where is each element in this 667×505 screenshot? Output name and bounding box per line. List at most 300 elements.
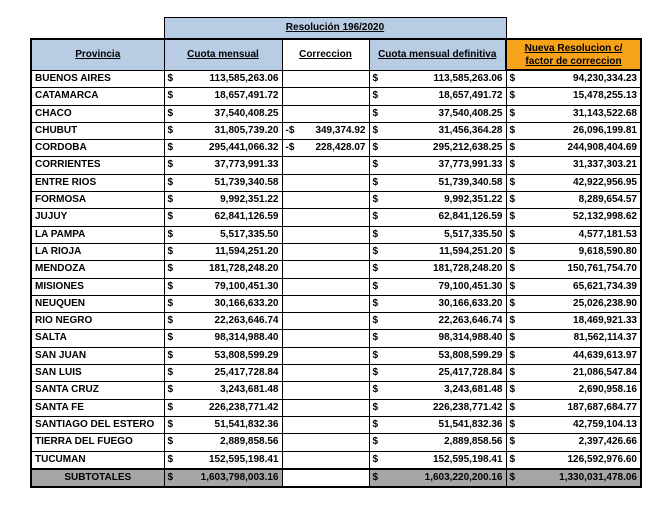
cell-provincia[interactable]: SANTA FE [31,399,164,416]
header-cuota-definitiva[interactable]: Cuota mensual definitiva [369,39,506,70]
value-def: 30,166,633.20 [438,297,503,309]
cell-provincia[interactable]: SALTA [31,330,164,347]
cell-corr[interactable] [282,243,369,260]
currency-symbol: $ [167,176,174,188]
cell-provincia[interactable]: SANTA CRUZ [31,382,164,399]
currency-symbol: $ [509,159,516,171]
cell-cuota[interactable] [164,174,282,191]
table-row [31,70,641,88]
value-cuota: 5,517,335.50 [220,228,279,240]
currency-symbol: $ [167,297,174,309]
value-cuota: 53,808,599.29 [214,349,279,361]
value-cuota: 226,238,771.42 [208,401,279,413]
currency-symbol: $ [372,107,379,119]
value-def: 113,585,263.06 [433,72,503,84]
cell-nueva[interactable] [506,192,641,209]
cell-corr[interactable] [282,295,369,312]
currency-symbol: $ [372,401,379,413]
cell-corr[interactable] [282,382,369,399]
value-cuota: 25,417,728.84 [214,367,279,379]
table-row [31,330,641,347]
negative-currency-symbol: -$ [285,124,295,136]
currency-symbol: $ [167,228,174,240]
table-row [31,451,641,469]
cell-cuota[interactable] [164,451,282,469]
value-cuota: 98,314,988.40 [214,332,279,344]
cell-nueva[interactable] [506,105,641,122]
cell-cuota[interactable] [164,157,282,174]
cell-nueva[interactable] [506,399,641,416]
cell-def[interactable] [369,313,506,330]
currency-symbol: $ [167,124,174,136]
cell-provincia[interactable]: SAN LUIS [31,365,164,382]
currency-symbol: $ [167,367,174,379]
cell-corr[interactable] [282,451,369,469]
cell-cuota[interactable] [164,347,282,364]
value-corr: 228,428.07 [315,142,366,154]
cell-def[interactable] [369,105,506,122]
table-row [31,261,641,278]
cell-corr[interactable] [282,88,369,105]
table-row [31,313,641,330]
currency-symbol: $ [167,384,174,396]
cell-corr[interactable] [282,278,369,295]
table-row [31,434,641,451]
cell-corr[interactable] [282,157,369,174]
cell-cuota[interactable] [164,243,282,260]
currency-symbol: $ [372,418,379,430]
currency-symbol: $ [167,107,174,119]
value-cuota: 11,594,251.20 [215,245,279,257]
header-provincia[interactable]: Provincia [31,39,164,70]
cell-corr[interactable] [282,434,369,451]
cell-corr[interactable] [282,192,369,209]
currency-symbol: $ [509,211,516,223]
cell-cuota[interactable] [164,105,282,122]
value-def: 181,728,248.20 [432,263,503,275]
currency-symbol: $ [167,349,174,361]
cell-corr[interactable] [282,365,369,382]
currency-symbol: $ [372,194,379,206]
value-nueva: 31,337,303.21 [573,159,637,171]
cell-def[interactable] [369,347,506,364]
value-cuota: 51,739,340.58 [214,176,279,188]
currency-symbol: $ [509,384,516,396]
currency-symbol: $ [509,176,516,188]
value-def: 62,841,126.59 [438,211,503,223]
value-def: 18,657,491.72 [438,90,503,102]
table-row [31,174,641,191]
cell-cuota[interactable] [164,399,282,416]
cell-cuota[interactable] [164,209,282,226]
currency-symbol: $ [167,401,174,413]
value-def: 31,456,364.28 [438,124,503,136]
currency-symbol: $ [509,332,516,344]
value-nueva: 21,086,547.84 [573,367,637,379]
cell-cuota[interactable] [164,88,282,105]
cell-provincia[interactable]: CATAMARCA [31,88,164,105]
currency-symbol: $ [509,263,516,275]
cell-cuota[interactable] [164,330,282,347]
cell-provincia[interactable]: BUENOS AIRES [31,70,164,88]
value-nueva: 187,687,684.77 [567,401,637,413]
currency-symbol: $ [167,436,174,448]
currency-symbol: $ [509,245,516,257]
currency-symbol: $ [372,315,379,327]
cell-cuota[interactable] [164,365,282,382]
value-cuota: 295,441,066.32 [208,142,279,154]
subtotal-definitiva-cell[interactable] [369,469,506,487]
cell-corr[interactable] [282,140,369,157]
cell-cuota[interactable] [164,261,282,278]
cell-cuota[interactable] [164,278,282,295]
spreadsheet [30,17,642,488]
cell-cuota[interactable] [164,295,282,312]
currency-symbol: $ [167,471,174,483]
cell-nueva[interactable] [506,157,641,174]
currency-symbol: $ [372,367,379,379]
cell-def[interactable] [369,330,506,347]
cell-provincia[interactable]: ENTRE RIOS [31,174,164,191]
subtotals-row [31,469,641,487]
cell-provincia[interactable]: LA RIOJA [31,243,164,260]
cell-provincia[interactable]: SAN JUAN [31,347,164,364]
cell-nueva[interactable] [506,416,641,433]
resolution-title[interactable]: Resolución 196/2020 [164,18,506,40]
cell-def[interactable] [369,365,506,382]
currency-symbol: $ [372,228,379,240]
currency-symbol: $ [372,297,379,309]
currency-symbol: $ [509,471,516,483]
currency-symbol: $ [509,194,516,206]
subtotals-label[interactable]: SUBTOTALES [31,469,164,487]
table-row [31,365,641,382]
cell-provincia[interactable]: CHUBUT [31,122,164,139]
currency-symbol: $ [372,332,379,344]
header-nueva-line1: Nueva Resolucion c/ [524,42,623,54]
cell-def[interactable] [369,140,506,157]
value-def: 22,263,646.74 [438,315,503,327]
value-def: 37,540,408.25 [438,107,503,119]
cell-def[interactable] [369,261,506,278]
cell-corr[interactable] [282,347,369,364]
currency-symbol: $ [167,159,174,171]
cell-corr[interactable] [282,70,369,88]
currency-symbol: $ [167,453,174,465]
value-nueva: 244,908,404.69 [567,142,637,154]
currency-symbol: $ [167,194,174,206]
value-def: 3,243,681.48 [444,384,503,396]
table-row [31,399,641,416]
cell-corr[interactable] [282,261,369,278]
currency-symbol: $ [167,72,174,84]
provinces-table [30,17,642,488]
value-nueva: 25,026,238.90 [573,297,637,309]
value-def: 11,594,251.20 [439,245,503,257]
currency-symbol: $ [509,107,516,119]
cell-provincia[interactable]: CHACO [31,105,164,122]
cell-corr[interactable] [282,416,369,433]
cell-nueva[interactable] [506,261,641,278]
cell-nueva[interactable] [506,330,641,347]
cell-provincia[interactable]: MENDOZA [31,261,164,278]
cell-provincia[interactable]: JUJUY [31,209,164,226]
currency-symbol: $ [167,142,174,154]
currency-symbol: $ [167,245,174,257]
cell-def[interactable] [369,70,506,88]
header-cuota-mensual[interactable]: Cuota mensual [164,39,282,70]
currency-symbol: $ [372,453,379,465]
value-def: 5,517,335.50 [444,228,503,240]
table-row [31,209,641,226]
cell-corr[interactable] [282,399,369,416]
value-nueva: 42,922,956.95 [573,176,637,188]
currency-symbol: $ [509,436,516,448]
currency-symbol: $ [509,315,516,327]
currency-symbol: $ [167,90,174,102]
table-row [31,122,641,139]
currency-symbol: $ [372,176,379,188]
currency-symbol: $ [509,124,516,136]
table-row [31,140,641,157]
cell-cuota[interactable] [164,70,282,88]
cell-def[interactable] [369,122,506,139]
currency-symbol: $ [167,418,174,430]
cell-cuota[interactable] [164,140,282,157]
currency-symbol: $ [372,72,379,84]
value-nueva: 31,143,522.68 [573,107,637,119]
currency-symbol: $ [509,349,516,361]
cell-cuota[interactable] [164,122,282,139]
value-cuota: 9,992,351.22 [220,194,279,206]
cell-corr[interactable] [282,174,369,191]
currency-symbol: $ [509,228,516,240]
value-cuota: 31,805,739.20 [214,124,279,136]
currency-symbol: $ [167,332,174,344]
value-nueva: 42,759,104.13 [573,418,637,430]
table-row [31,226,641,243]
value-def: 9,992,351.22 [444,194,503,206]
value-nueva: 15,478,255.13 [573,90,637,102]
currency-symbol: $ [509,142,516,154]
value-def: 53,808,599.29 [438,349,503,361]
cell-def[interactable] [369,399,506,416]
cell-def[interactable] [369,243,506,260]
currency-symbol: $ [509,418,516,430]
cell-provincia[interactable]: TUCUMAN [31,451,164,469]
currency-symbol: $ [167,211,174,223]
value-cuota: 18,657,491.72 [214,90,279,102]
value-nueva: 52,132,998.62 [573,211,637,223]
cell-nueva[interactable] [506,278,641,295]
table-row [31,295,641,312]
value-corr: 349,374.92 [315,124,366,136]
table-row [31,416,641,433]
cell-corr[interactable] [282,122,369,139]
cell-cuota[interactable] [164,382,282,399]
cell-def[interactable] [369,278,506,295]
subtotal-cuota-cell[interactable] [164,469,282,487]
currency-symbol: $ [372,245,379,257]
currency-symbol: $ [372,349,379,361]
cell-def[interactable] [369,192,506,209]
value-cuota: 37,773,991.33 [214,159,279,171]
cell-def[interactable] [369,434,506,451]
value-def: 51,739,340.58 [438,176,503,188]
value-nueva: 2,690,958.16 [578,384,637,396]
value-def: 25,417,728.84 [438,367,503,379]
table-body [31,70,641,469]
value-def: 295,212,638.25 [432,142,503,154]
cell-nueva[interactable] [506,434,641,451]
subtotal-correccion-cell[interactable] [282,469,369,487]
cell-nueva[interactable] [506,451,641,469]
value-nueva: 94,230,334.23 [573,73,637,84]
cell-nueva[interactable] [506,70,641,88]
table-row [31,157,641,174]
cell-provincia[interactable]: CORRIENTES [31,157,164,174]
cell-cuota[interactable] [164,226,282,243]
value-nueva: 9,618,590.80 [578,245,637,257]
value-cuota: 79,100,451.30 [214,280,279,292]
currency-symbol: $ [372,263,379,275]
value-def: 2,889,858.56 [444,436,503,448]
currency-symbol: $ [372,384,379,396]
value-cuota: 22,263,646.74 [214,315,279,327]
value-cuota: 62,841,126.59 [214,211,279,223]
cell-nueva[interactable] [506,140,641,157]
currency-symbol: $ [372,142,379,154]
cell-nueva[interactable] [506,243,641,260]
cell-corr[interactable] [282,105,369,122]
table-row [31,105,641,122]
header-nueva-resolucion[interactable] [506,39,641,70]
currency-symbol: $ [509,90,516,102]
currency-symbol: $ [372,211,379,223]
cell-def[interactable] [369,209,506,226]
table-row [31,347,641,364]
value-nueva: 81,562,114.37 [573,332,637,344]
currency-symbol: $ [372,90,379,102]
subtotal-nueva: 1,330,031,478.06 [559,471,637,483]
currency-symbol: $ [167,280,174,292]
subtotal-definitiva: 1,603,220,200.16 [424,471,503,483]
currency-symbol: $ [372,280,379,292]
negative-currency-symbol: -$ [285,142,295,154]
cell-nueva[interactable] [506,382,641,399]
currency-symbol: $ [509,280,516,292]
value-def: 152,595,198.41 [432,453,503,465]
currency-symbol: $ [167,263,174,275]
cell-nueva[interactable] [506,365,641,382]
cell-def[interactable] [369,295,506,312]
cell-corr[interactable] [282,226,369,243]
value-cuota: 37,540,408.25 [214,107,279,119]
value-def: 98,314,988.40 [438,332,503,344]
table-row [31,243,641,260]
value-nueva: 2,397,426.66 [578,436,637,448]
cell-provincia[interactable]: SANTIAGO DEL ESTERO [31,416,164,433]
value-nueva: 65,621,734.39 [573,280,637,292]
cell-provincia[interactable]: LA PAMPA [31,226,164,243]
value-cuota: 3,243,681.48 [220,384,279,396]
subtotal-nueva-cell[interactable] [506,469,641,487]
value-def: 37,773,991.33 [438,159,503,171]
currency-symbol: $ [509,73,516,84]
cell-provincia[interactable]: CORDOBA [31,140,164,157]
cell-nueva[interactable] [506,122,641,139]
cell-def[interactable] [369,416,506,433]
table-row [31,192,641,209]
cell-def[interactable] [369,226,506,243]
currency-symbol: $ [509,453,516,465]
value-nueva: 4,577,181.53 [578,228,637,240]
header-nueva-line2: factor de correccion [525,55,622,67]
value-cuota: 181,728,248.20 [208,263,279,275]
value-cuota: 152,595,198.41 [208,453,279,465]
table-row [31,88,641,105]
table-row [31,382,641,399]
header-correccion[interactable]: Correccion [282,39,369,70]
cell-provincia[interactable]: MISIONES [31,278,164,295]
cell-def[interactable] [369,451,506,469]
currency-symbol: $ [509,401,516,413]
cell-provincia[interactable]: FORMOSA [31,192,164,209]
cell-provincia[interactable]: NEUQUEN [31,295,164,312]
cell-cuota[interactable] [164,434,282,451]
value-def: 79,100,451.30 [438,280,503,292]
cell-cuota[interactable] [164,313,282,330]
cell-nueva[interactable] [506,313,641,330]
cell-corr[interactable] [282,313,369,330]
value-cuota: 113,585,263.06 [209,72,279,84]
subtotal-cuota: 1,603,798,003.16 [200,471,279,483]
value-nueva: 18,469,921.33 [573,315,637,327]
cell-corr[interactable] [282,209,369,226]
currency-symbol: $ [509,367,516,379]
value-def: 51,541,832.36 [438,418,503,430]
cell-cuota[interactable] [164,416,282,433]
currency-symbol: $ [167,315,174,327]
currency-symbol: $ [372,436,379,448]
cell-cuota[interactable] [164,192,282,209]
table-row [31,278,641,295]
value-nueva: 26,096,199.81 [573,124,637,136]
value-nueva: 44,639,613.97 [573,349,637,361]
value-cuota: 30,166,633.20 [214,297,279,309]
value-cuota: 51,541,832.36 [214,418,279,430]
cell-nueva[interactable] [506,174,641,191]
cell-provincia[interactable]: TIERRA DEL FUEGO [31,434,164,451]
value-nueva: 150,761,754.70 [567,263,637,275]
cell-nueva[interactable] [506,209,641,226]
value-def: 226,238,771.42 [432,401,503,413]
cell-provincia[interactable]: RIO NEGRO [31,313,164,330]
currency-symbol: $ [509,297,516,309]
value-nueva: 126,592,976.60 [567,453,637,465]
cell-nueva[interactable] [506,347,641,364]
value-cuota: 2,889,858.56 [220,436,279,448]
cell-def[interactable] [369,174,506,191]
cell-nueva[interactable] [506,88,641,105]
cell-def[interactable] [369,382,506,399]
cell-def[interactable] [369,88,506,105]
cell-corr[interactable] [282,330,369,347]
cell-def[interactable] [369,157,506,174]
cell-nueva[interactable] [506,226,641,243]
cell-nueva[interactable] [506,295,641,312]
currency-symbol: $ [372,124,379,136]
